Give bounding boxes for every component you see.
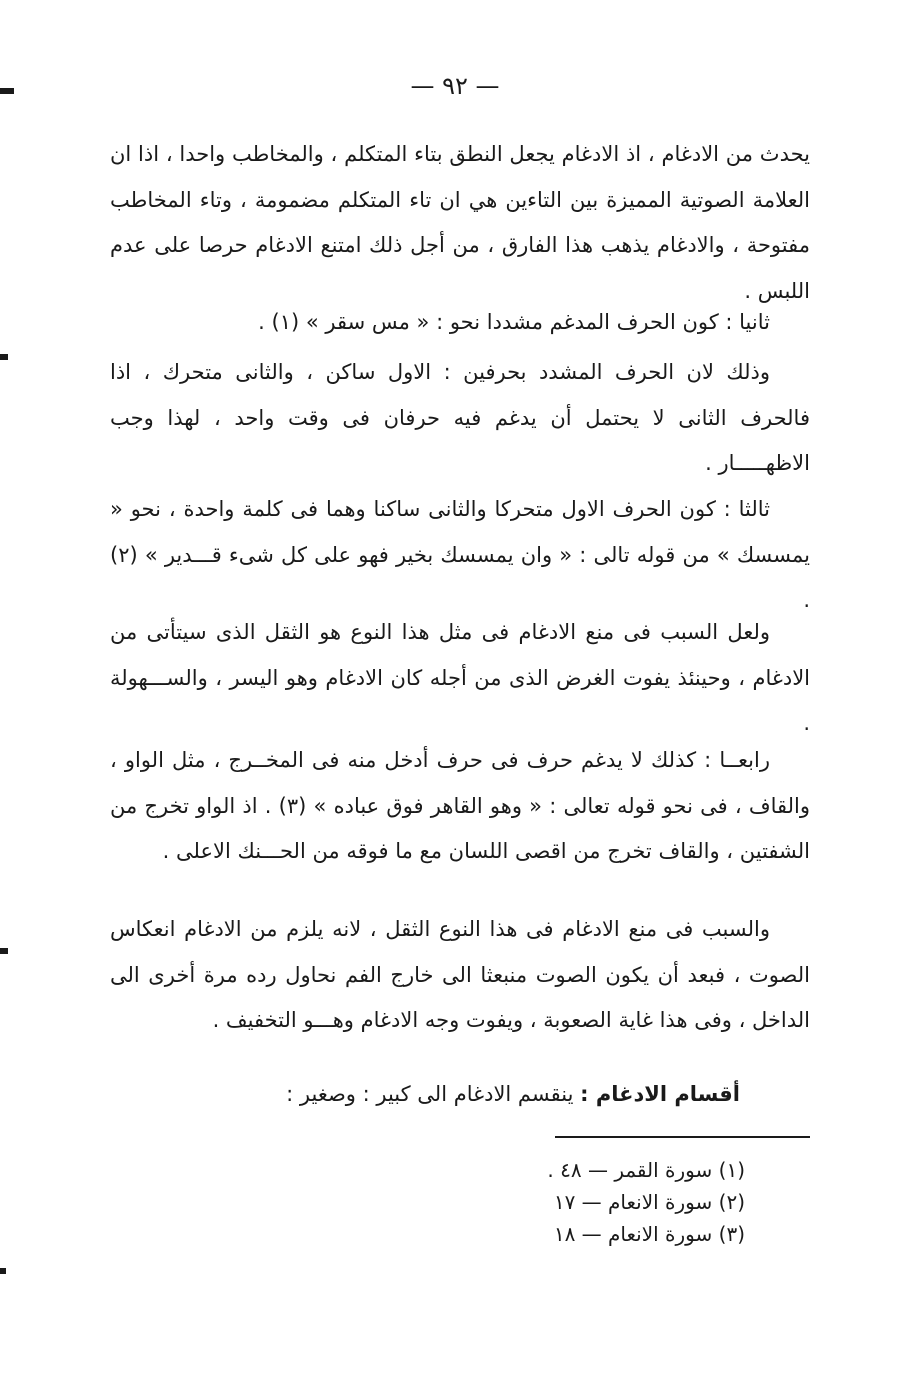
- footnote-1: (١) سورة القمر — ٤٨ .: [547, 1158, 745, 1182]
- footnote-3: (٣) سورة الانعام — ١٨: [553, 1222, 745, 1246]
- page-number: — ٩٢ —: [410, 72, 500, 100]
- scan-margin-mark: [0, 88, 14, 94]
- paragraph-3: وذلك لان الحرف المشدد بحرفين : الاول ساكن ، والثانى متحرك ، اذا فالحرف الثانى لا يحتمل أن يدغم فيه حرفان فى وقت واحد ، لهذا وجب الاظهـــــار .: [110, 360, 810, 475]
- footnote-rule: [555, 1136, 810, 1138]
- footnotes: [400, 1154, 745, 1250]
- footnote-2: (٢) سورة الانعام — ١٧: [553, 1190, 745, 1214]
- paragraph-6: رابعــا : كذلك لا يدغم حرف فى حرف أدخل منه فى المخــرج ، مثل الواو ، والقاف ، فى نحو قوله تعالى : « وهو القاهر فوق عباده » (٣) . اذ الواو تخرج من الشفتين ، والقاف تخرج من اقصى اللسان مع ما فوقه من الحـــنك الاعلى .: [110, 748, 811, 863]
- paragraph-2: ثانيا : كون الحرف المدغم مشددا نحو : « مس سقر » (١) .: [258, 310, 770, 334]
- heading-term: أقسام الادغام :: [580, 1082, 740, 1106]
- heading-text: ينقسم الادغام الى كبير : وصغير :: [286, 1082, 574, 1106]
- paragraph-7: والسبب فى منع الادغام فى هذا النوع الثقل ، لانه يلزم من الادغام انعكاس الصوت ، فبعد أن يكون الصوت منبعثا الى خارج الفم نحاول رده مرة أخرى الى الداخل ، وفى هذا غاية الصعوبة ، ويفوت وجه الادغام وهـــو التخفيف .: [110, 917, 810, 1032]
- paragraph-5: ولعل السبب فى منع الادغام فى مثل هذا النوع هو الثقل الذى سيتأتى من الادغام ، وحينئذ يفوت الغرض الذى من أجله كان الادغام وهو اليسر ، والســـهولة .: [110, 620, 810, 735]
- section-heading: [110, 1072, 740, 1117]
- paragraph-1: يحدث من الادغام ، اذ الادغام يجعل النطق بتاء المتكلم ، والمخاطب واحدا ، اذا ان العلامة الصوتية المميزة بين التاءين هي ان تاء المتكلم مضمومة ، وتاء المخاطب مفتوحة ، والادغام يذهب هذا الفارق ، من أجل ذلك امتنع الادغام حرصا على عدم اللبس .: [110, 142, 810, 303]
- scan-margin-mark: [0, 948, 8, 954]
- scan-margin-mark: [0, 354, 8, 360]
- scan-margin-mark: [0, 1268, 6, 1274]
- paragraph-4: ثالثا : كون الحرف الاول متحركا والثانى ساكنا وهما فى كلمة واحدة ، نحو « يمسسك » من قوله تالى : « وان يمسسك بخير فهو على كل شىء قـــدير » (٢) .: [110, 497, 810, 612]
